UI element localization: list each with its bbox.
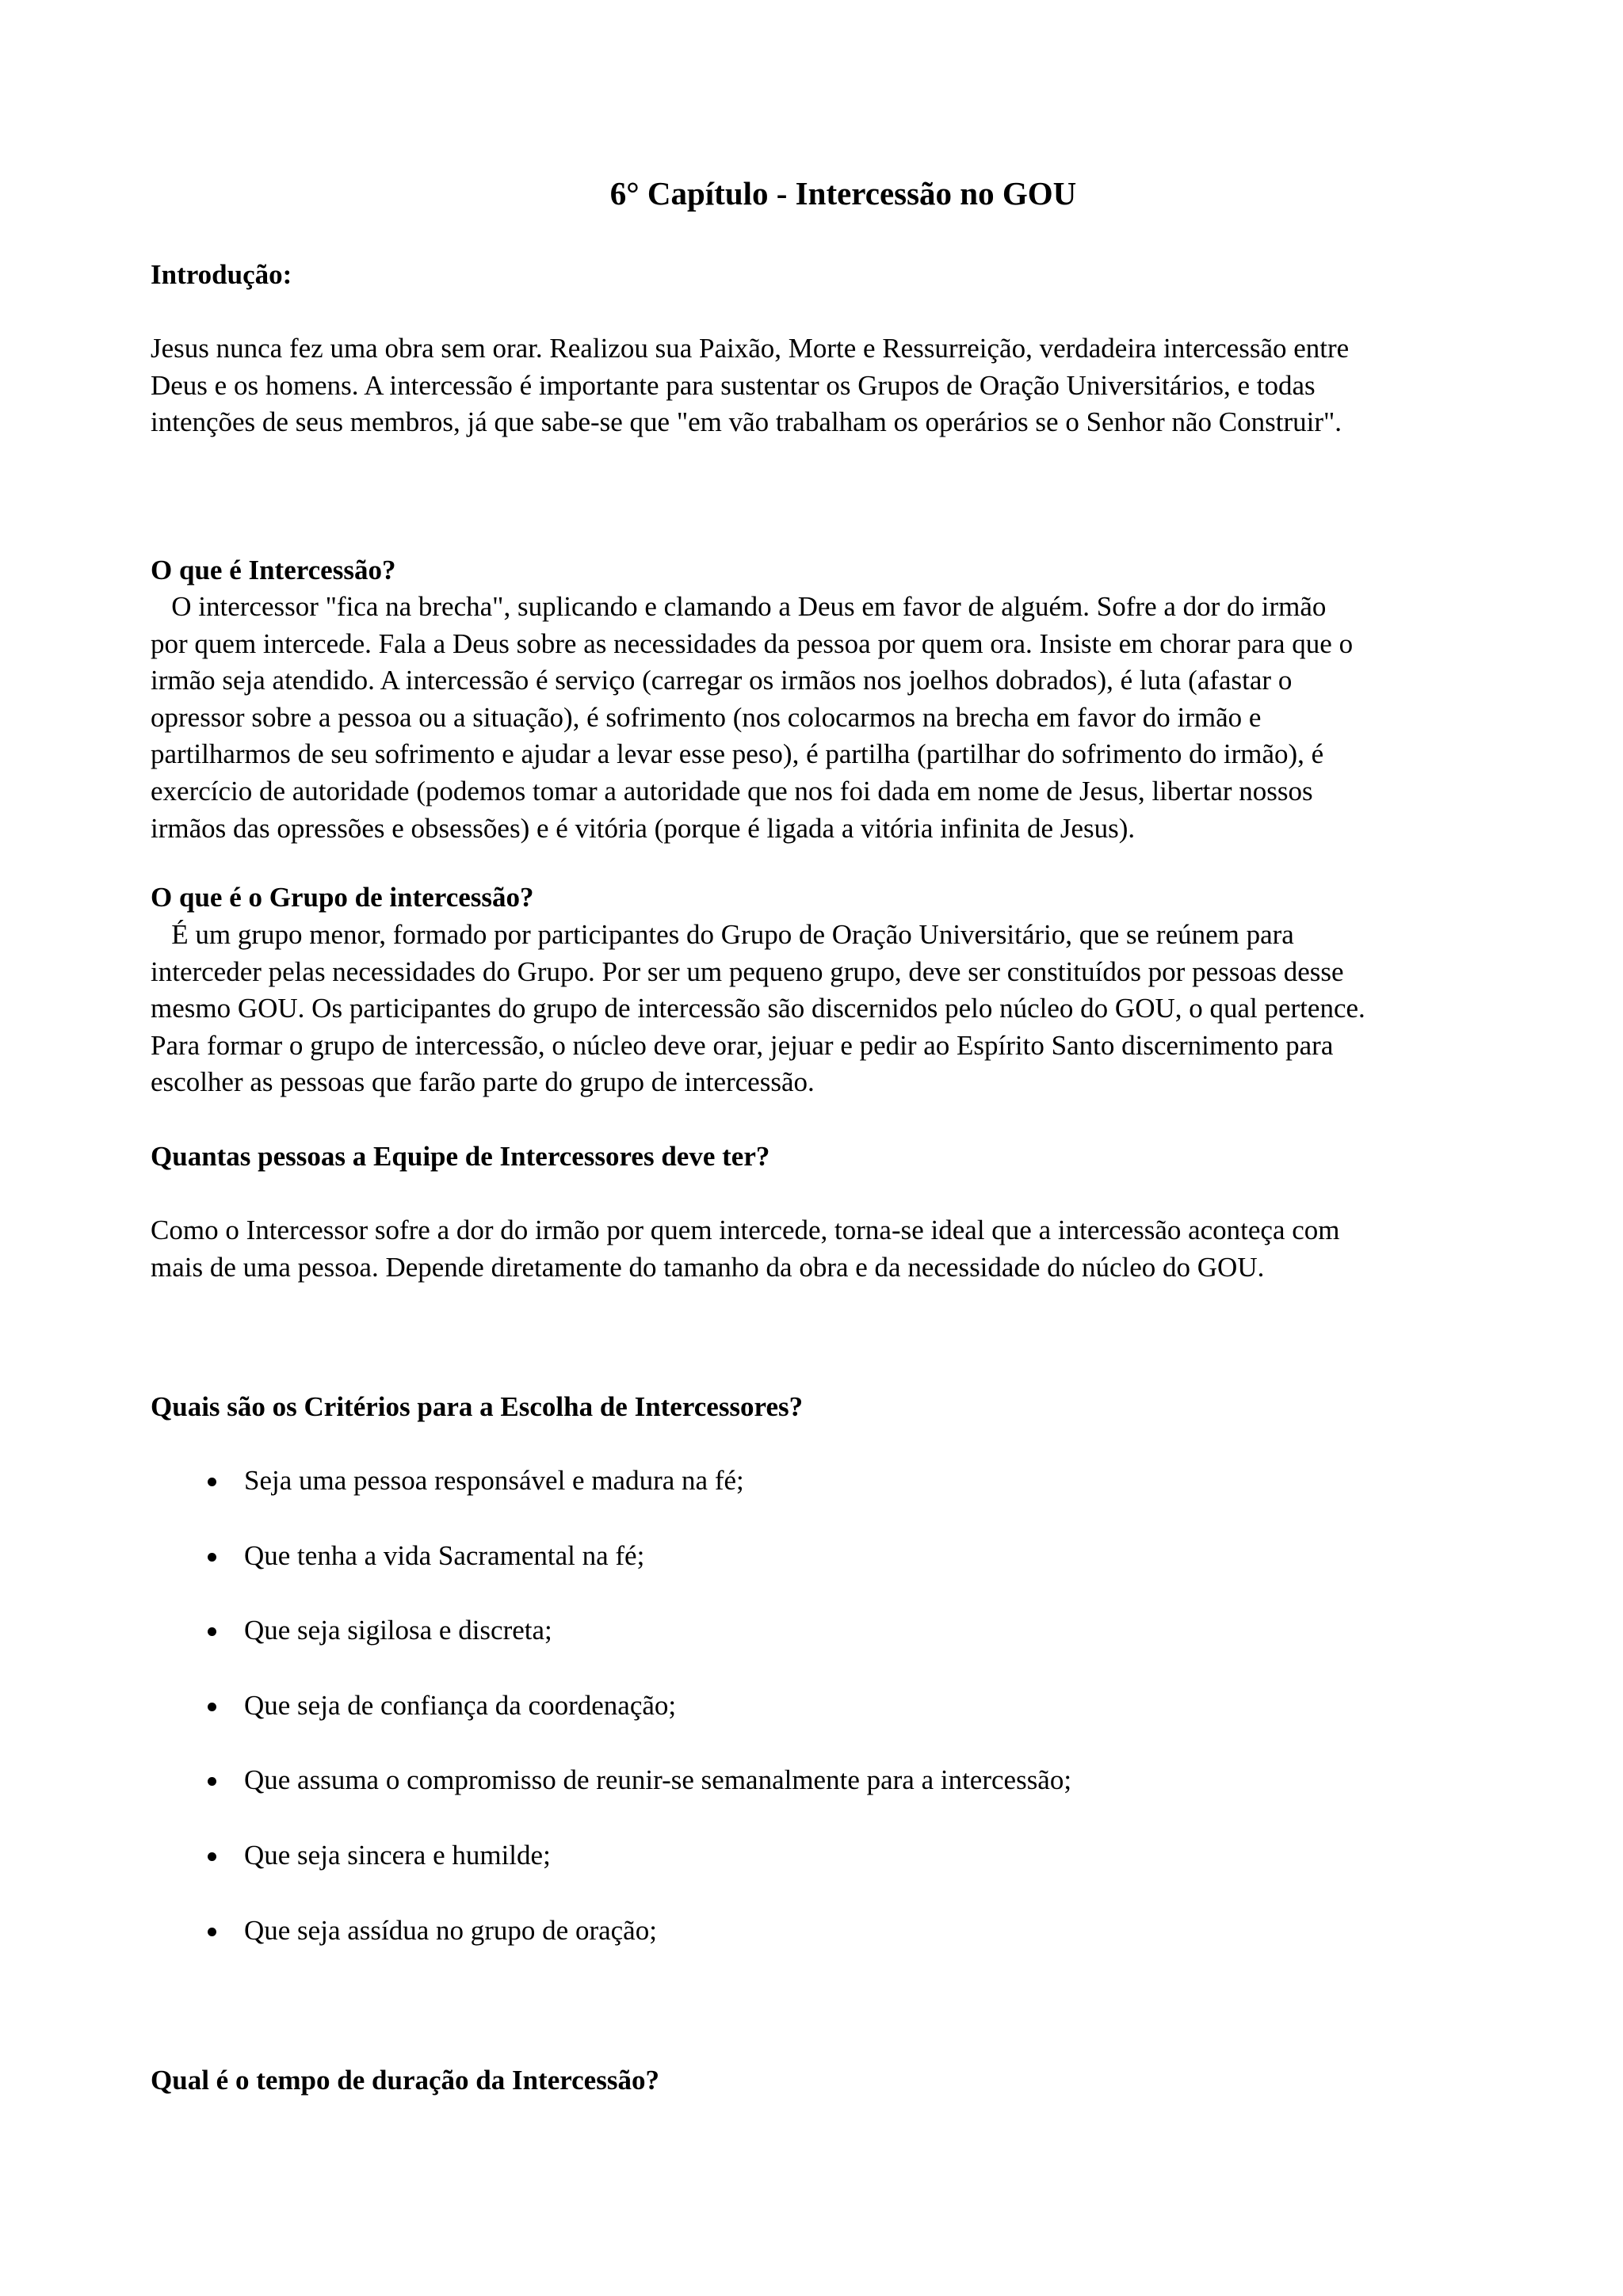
intro-line: Jesus nunca fez uma obra sem orar. Realizou sua Paixão, Morte e Ressurreição, verdadeira intercessão entre (151, 333, 1350, 364)
paragraph-line: interceder pelas necessidades do Grupo. Por ser um pequeno grupo, deve ser constituídos por pessoas desse (151, 955, 1344, 987)
paragraph-line: O intercessor "fica na brecha", suplicando e clamando a Deus em favor de alguém. Sofre a dor do irmão (151, 591, 1327, 622)
paragraph-line: irmão seja atendido. A intercessão é serviço (carregar os irmãos nos joelhos dobrados), é luta (afastar o (151, 665, 1293, 696)
bullet-icon (208, 1852, 216, 1861)
bullet-icon (208, 1703, 216, 1711)
paragraph-line: irmãos das opressões e obsessões) e é vitória (porque é ligada a vitória infinita de Jesus). (151, 812, 1136, 844)
paragraph-line: por quem intercede. Fala a Deus sobre as necessidades da pessoa por quem ora. Insiste em chorar para que o (151, 627, 1354, 659)
criteria-list (151, 1463, 1071, 1987)
list-item: Seja uma pessoa responsável e madura na fé; (151, 1463, 1071, 1538)
bullet-icon (208, 1627, 216, 1636)
what-is-intercession-heading: O que é Intercessão? (151, 555, 396, 585)
intro-line: intenções de seus membros, já que sabe-se que "em vão trabalham os operários se o Senhor não Construir". (151, 406, 1342, 438)
bullet-icon (208, 1777, 216, 1786)
bullet-icon (208, 1553, 216, 1562)
list-item: Que seja sincera e humilde; (151, 1837, 1071, 1913)
criteria-heading: Quais são os Critérios para a Escolha de Intercessores? (151, 1391, 804, 1422)
what-is-intercession-paragraph (151, 589, 1545, 847)
how-many-paragraph (151, 1212, 1545, 1286)
how-many-heading: Quantas pessoas a Equipe de Intercessores deve ter? (151, 1141, 770, 1172)
paragraph-line: exercício de autoridade (podemos tomar a autoridade que nos foi dada em nome de Jesus, libertar nossos (151, 775, 1313, 807)
duration-heading: Qual é o tempo de duração da Intercessão? (151, 2065, 659, 2096)
intro-line: Deus e os homens. A intercessão é importante para sustentar os Grupos de Oração Universitários, e todas (151, 369, 1316, 401)
bullet-icon (208, 1478, 216, 1486)
bullet-icon (208, 1928, 216, 1936)
list-item: Que assuma o compromisso de reunir-se semanalmente para a intercessão; (151, 1762, 1071, 1837)
list-item: Que tenha a vida Sacramental na fé; (151, 1538, 1071, 1613)
paragraph-line: escolher as pessoas que farão parte do grupo de intercessão. (151, 1066, 815, 1098)
page-title: 6° Capítulo - Intercessão no GOU (609, 175, 1077, 212)
list-item: Que seja sigilosa e discreta; (151, 1612, 1071, 1688)
paragraph-line: Para formar o grupo de intercessão, o núcleo deve orar, jejuar e pedir ao Espírito Santo discernimento para (151, 1029, 1334, 1061)
paragraph-line: opressor sobre a pessoa ou a situação), é sofrimento (nos colocarmos na brecha em favor do irmão e (151, 701, 1262, 733)
paragraph-line: mais de uma pessoa. Depende diretamente do tamanho da obra e da necessidade do núcleo do GOU. (151, 1251, 1265, 1283)
intercession-group-heading: O que é o Grupo de intercessão? (151, 882, 534, 913)
paragraph-line: partilharmos de seu sofrimento e ajudar a levar esse peso), é partilha (partilhar do sofrimento do irmão), é (151, 738, 1324, 770)
paragraph-line: mesmo GOU. Os participantes do grupo de intercessão são discernidos pelo núcleo do GOU, o qual pertence. (151, 993, 1365, 1024)
list-item: Que seja de confiança da coordenação; (151, 1688, 1071, 1763)
paragraph-line: É um grupo menor, formado por participantes do Grupo de Oração Universitário, que se reúnem para (151, 919, 1294, 950)
intercession-group-paragraph (151, 917, 1545, 1101)
list-item: Que seja assídua no grupo de oração; (151, 1913, 1071, 1988)
paragraph-line: Como o Intercessor sofre a dor do irmão por quem intercede, torna-se ideal que a intercessão aconteça com (151, 1215, 1340, 1245)
intro-paragraph (151, 330, 1545, 441)
intro-heading: Introdução: (151, 259, 292, 290)
